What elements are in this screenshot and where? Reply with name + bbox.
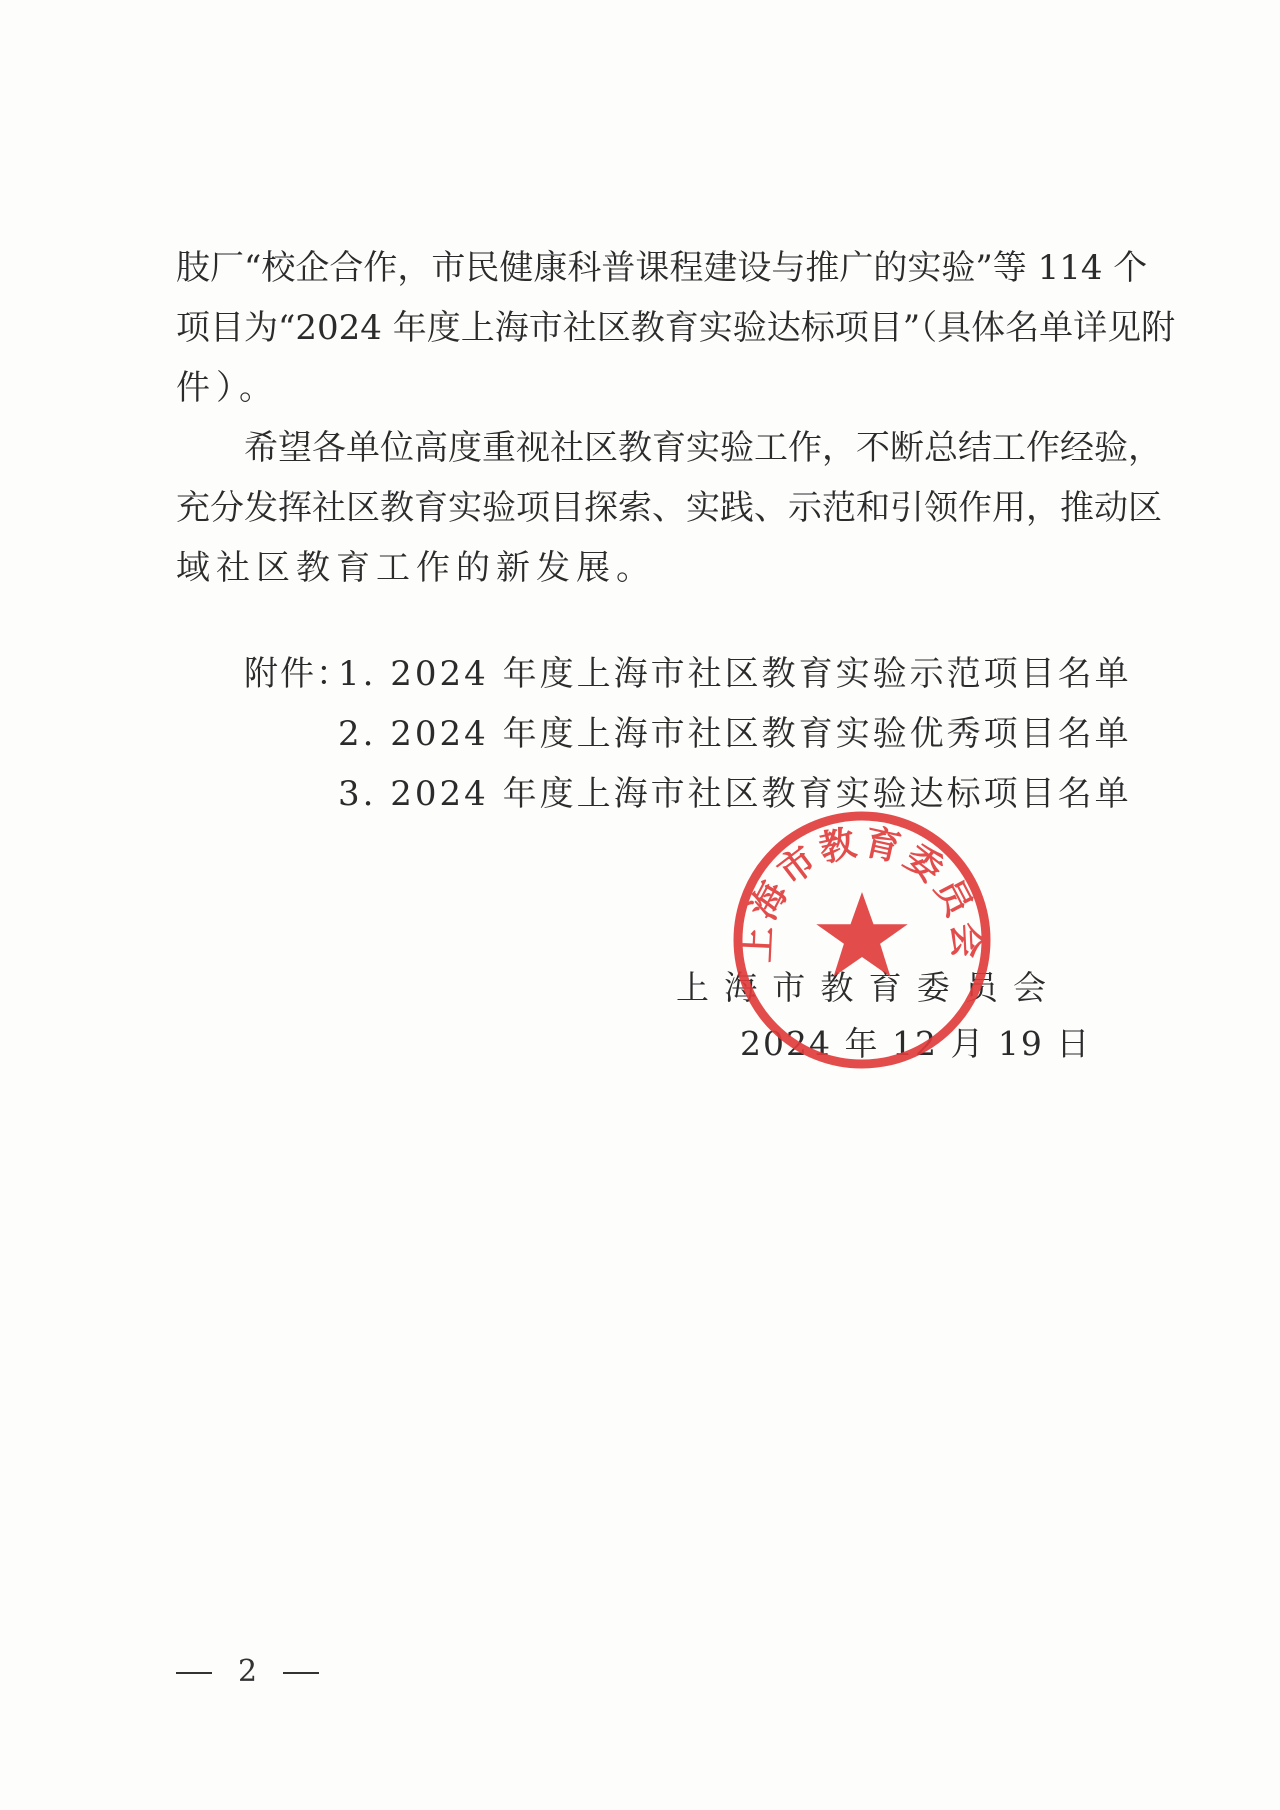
star-icon — [816, 892, 907, 977]
paragraph-2-line-1: 希望各单位高度重视社区教育实验工作，不断总结工作经验， — [244, 428, 1162, 468]
paragraph-1-line-1: 肢厂“校企合作，市民健康科普课程建设与推广的实验”等 114 个 — [176, 248, 1148, 288]
signature-organization: 上海市教育委员会 — [676, 968, 1046, 1007]
attachment-item-1: 1. 2024 年度上海市社区教育实验示范项目名单 — [338, 654, 1132, 694]
seal-text: 上海市教育委员会 — [736, 820, 988, 964]
page-number — [176, 1652, 319, 1692]
attachment-item-2: 2. 2024 年度上海市社区教育实验优秀项目名单 — [338, 714, 1132, 754]
page-number-dash-left — [176, 1672, 212, 1674]
paragraph-2-line-3: 域社区教育工作的新发展。 — [176, 548, 656, 588]
paragraph-1-line-2: 项目为“2024 年度上海市社区教育实验达标项目”（具体名单详见附 — [176, 308, 1176, 348]
attachments-label: 附件： — [244, 654, 352, 694]
official-seal — [722, 800, 1002, 1080]
paragraph-2-line-2: 充分发挥社区教育实验项目探索、实践、示范和引领作用，推动区 — [176, 488, 1162, 528]
attachment-item-3: 3. 2024 年度上海市社区教育实验达标项目名单 — [338, 774, 1132, 814]
page-number-value: 2 — [238, 1654, 258, 1689]
page-number-dash-right — [283, 1672, 319, 1674]
paragraph-1-line-3: 件）。 — [176, 368, 279, 408]
signature-date: 2024 年 12 月 19 日 — [740, 1024, 1092, 1063]
